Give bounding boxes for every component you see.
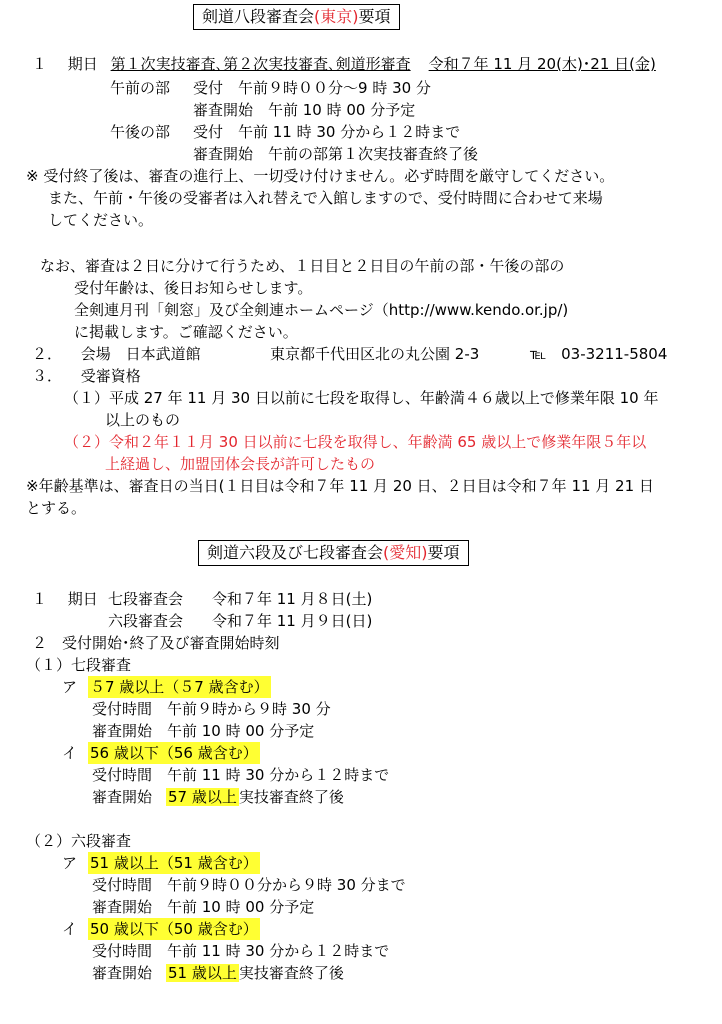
aichi-b2-mark: イ — [62, 920, 78, 938]
tokyo-venue-label: 会場 — [80, 345, 111, 363]
aichi-b1-start-after: 実技審査終了後 — [238, 788, 344, 806]
aichi-sub-2: （２）六段審査 — [26, 832, 132, 850]
tokyo-note-2b: 受付年齢は、後日お知らせします。 — [74, 279, 313, 297]
aichi-a2-mark: ア — [62, 854, 78, 872]
tokyo-period-number: １ — [32, 55, 48, 73]
aichi-a1-start: 審査開始 午前 10 時 00 分予定 — [92, 722, 315, 740]
aichi-a1-reception: 受付時間 午前９時から９時 30 分 — [92, 700, 331, 718]
tokyo-note-2a: なお、審査は２日に分けて行うため、１日目と２日目の午前の部・午後の部の — [40, 257, 565, 275]
aichi-seven-label: 七段審査会 — [108, 590, 184, 608]
tokyo-period-label: 期日 — [67, 55, 98, 73]
tokyo-note-2c: 全剣連月刊「剣窓」及び全剣連ホームページ（http://www.kendo.or.jp/) — [74, 301, 569, 319]
aichi-period-label: 期日 — [67, 590, 98, 608]
aichi-period-row — [32, 588, 98, 610]
tokyo-period-exams: 第１次実技審査､第２次実技審査､剣道形審査 — [110, 55, 411, 73]
tokyo-period-dates: 令和７年 11 月 20(木)･21 日(金) — [428, 55, 656, 73]
aichi-title-main: 剣道六段及び七段審査会 — [207, 543, 384, 562]
aichi-b1-reception: 受付時間 午前 11 時 30 分から１２時まで — [92, 766, 390, 784]
tokyo-qual-2a: （２）令和２年１１月 30 日以前に七段を取得し、年齢満 65 歳以上で修業年限５年以 — [64, 433, 647, 451]
tokyo-title-place: (東京) — [314, 7, 359, 26]
tokyo-age-note-a: ※年齢基準は、審査日の当日(１日目は令和７年 11 月 20 日、２日目は令和７年 11 月 21 日 — [26, 477, 654, 495]
aichi-sub-1: （１）七段審査 — [26, 656, 132, 674]
tokyo-venue-tel: ℡ 03-3211-5804 — [530, 345, 668, 363]
aichi-section-2: ２ 受付開始･終了及び審査開始時刻 — [32, 634, 280, 652]
tokyo-pm-label: 午後の部 — [110, 123, 171, 141]
aichi-title-place: (愛知) — [383, 543, 428, 562]
aichi-six-label: 六段審査会 — [108, 612, 184, 630]
tokyo-am-label: 午前の部 — [110, 79, 171, 97]
aichi-b1-start-age: 57 歳以上 — [168, 788, 237, 806]
aichi-b1-start — [92, 786, 344, 808]
aichi-b2-start-age: 51 歳以上 — [168, 964, 237, 982]
aichi-b1-mark: イ — [62, 744, 78, 762]
tokyo-qualification-row — [32, 365, 141, 387]
tokyo-period-detail — [111, 55, 656, 73]
aichi-a2-reception: 受付時間 午前９時００分から９時 30 分まで — [92, 876, 406, 894]
tokyo-am-reception: 受付 午前９時００分～9 時 30 分 — [193, 79, 431, 97]
aichi-a2-start: 審査開始 午前 10 時 00 分予定 — [92, 898, 315, 916]
tokyo-note-1c: してください。 — [48, 211, 154, 229]
tokyo-venue-name: 日本武道館 — [125, 345, 201, 363]
tokyo-venue-row — [32, 343, 201, 365]
tokyo-note-1b: また、午前・午後の受審者は入れ替えで入館しますので、受付時間に合わせて来場 — [48, 189, 603, 207]
aichi-a1-mark: ア — [62, 678, 78, 696]
tokyo-period-row — [32, 53, 656, 75]
tokyo-qualification-label: 受審資格 — [80, 367, 141, 385]
tokyo-note-2d: に掲載します。ご確認ください。 — [74, 323, 298, 341]
tokyo-title-suffix: 要項 — [358, 7, 391, 26]
aichi-six-date: 令和７年 11 月９日(日) — [212, 612, 373, 630]
aichi-seven-date: 令和７年 11 月８日(土) — [212, 590, 373, 608]
tokyo-qual-1a: （１）平成 27 年 11 月 30 日以前に七段を取得し、年齢満４６歳以上で修業年限 10 年 — [64, 389, 659, 407]
aichi-b1-start-label: 審査開始 — [92, 788, 153, 806]
tokyo-qual-1b: 以上のもの — [105, 411, 181, 429]
aichi-period-number: １ — [32, 590, 48, 608]
tokyo-note-1a: ※ 受付終了後は、審査の進行上、一切受け付けません。必ず時間を厳守してください。 — [26, 167, 615, 185]
tokyo-venue-number: ２． — [32, 345, 63, 363]
tokyo-pm-reception: 受付 午前 11 時 30 分から１２時まで — [193, 123, 461, 141]
aichi-b2-start-after: 実技審査終了後 — [238, 964, 344, 982]
aichi-b2-age: 50 歳以下（50 歳含む） — [90, 920, 258, 938]
aichi-b2-reception: 受付時間 午前 11 時 30 分から１２時まで — [92, 942, 390, 960]
tokyo-pm-start: 審査開始 午前の部第１次実技審査終了後 — [193, 145, 479, 163]
aichi-title-suffix: 要項 — [427, 543, 460, 562]
aichi-a1-age: ５7 歳以上（５7 歳含む） — [90, 678, 269, 696]
tokyo-qual-2b: 上経過し、加盟団体会長が許可したもの — [105, 455, 376, 473]
aichi-b2-start-label: 審査開始 — [92, 964, 153, 982]
aichi-b1-age: 56 歳以下（56 歳含む） — [90, 744, 258, 762]
tokyo-qualification-number: ３． — [32, 367, 63, 385]
tokyo-age-note-b: とする。 — [26, 499, 87, 517]
aichi-a2-age: 51 歳以上（51 歳含む） — [90, 854, 258, 872]
tokyo-venue-address: 東京都千代田区北の丸公園 2-3 — [270, 345, 480, 363]
aichi-b2-start — [92, 962, 344, 984]
tokyo-title-main: 剣道八段審査会 — [202, 7, 315, 26]
tokyo-title — [193, 4, 400, 30]
aichi-title — [198, 540, 469, 566]
tokyo-am-start: 審査開始 午前 10 時 00 分予定 — [193, 101, 416, 119]
